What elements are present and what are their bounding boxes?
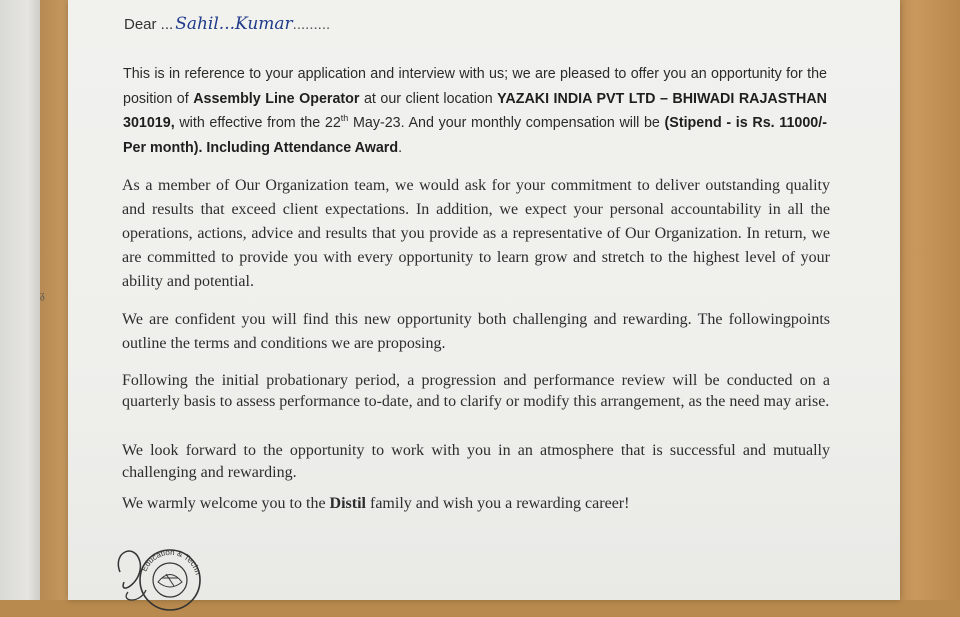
welcome-text-1: We warmly welcome you to the	[122, 495, 330, 512]
salutation-dots: .........	[292, 16, 331, 33]
client-location: YAZAKI INDIA PVT LTD – BHIWADI RAJASTHAN 301019,	[123, 90, 827, 131]
salutation	[124, 14, 330, 34]
date-superscript: th	[340, 113, 349, 124]
welcome-text-2: family and wish you a rewarding career!	[366, 495, 630, 512]
confidence-paragraph: We are confident you will find this new opportunity both challenging and rewarding. The followingpoints outline the terms and conditions we are proposing.	[122, 311, 830, 352]
welcome-paragraph	[122, 492, 830, 516]
paper-edge-mark: ᵹ	[40, 290, 45, 301]
salutation-prefix: Dear ...	[124, 16, 174, 33]
probation-paragraph: Following the initial probationary period, a progression and performance review will be conducted on a quarterly basis to assess performance to-date, and to clarify or modify this arrangement, as the need may arise.	[122, 372, 830, 410]
position-title: Assembly Line Operator	[193, 90, 360, 107]
offer-paragraph	[123, 62, 827, 160]
offer-text-2: at our client location	[359, 90, 498, 107]
recipient-name-handwritten: Sahil...Kumar	[175, 14, 293, 34]
commitment-paragraph: As a member of Our Organization team, we would ask for your commitment to deliver outstanding quality and results that exceed client expectations. In addition, we expect your personal accountability in all the operations, actions, advice and results that you provide as a representative of Our Organization. In return, we are committed to provide you with every opportunity to learn grow and stretch to the highest level of your ability and potential.	[122, 177, 830, 290]
offer-text-1: This is in reference to your application and interview with us; we are pleased to offer you an opportunity for the position of	[123, 66, 827, 107]
company-name: Distil	[329, 495, 366, 512]
offer-text-3: with effective from the 22	[174, 115, 341, 131]
background-wall	[0, 0, 40, 600]
offer-text-4: May-23. And your monthly compensation will be	[348, 115, 665, 131]
stipend-amount: (Stipend - is Rs. 11000/- Per month). Including Attendance Award	[123, 115, 827, 156]
company-seal-stamp	[110, 542, 220, 612]
seal-lettering: Education & Techn	[139, 547, 203, 576]
look-forward-paragraph: We look forward to the opportunity to work with you in an atmosphere that is successful and mutually challenging and rewarding.	[122, 442, 830, 481]
offer-text-5: .	[398, 139, 403, 156]
